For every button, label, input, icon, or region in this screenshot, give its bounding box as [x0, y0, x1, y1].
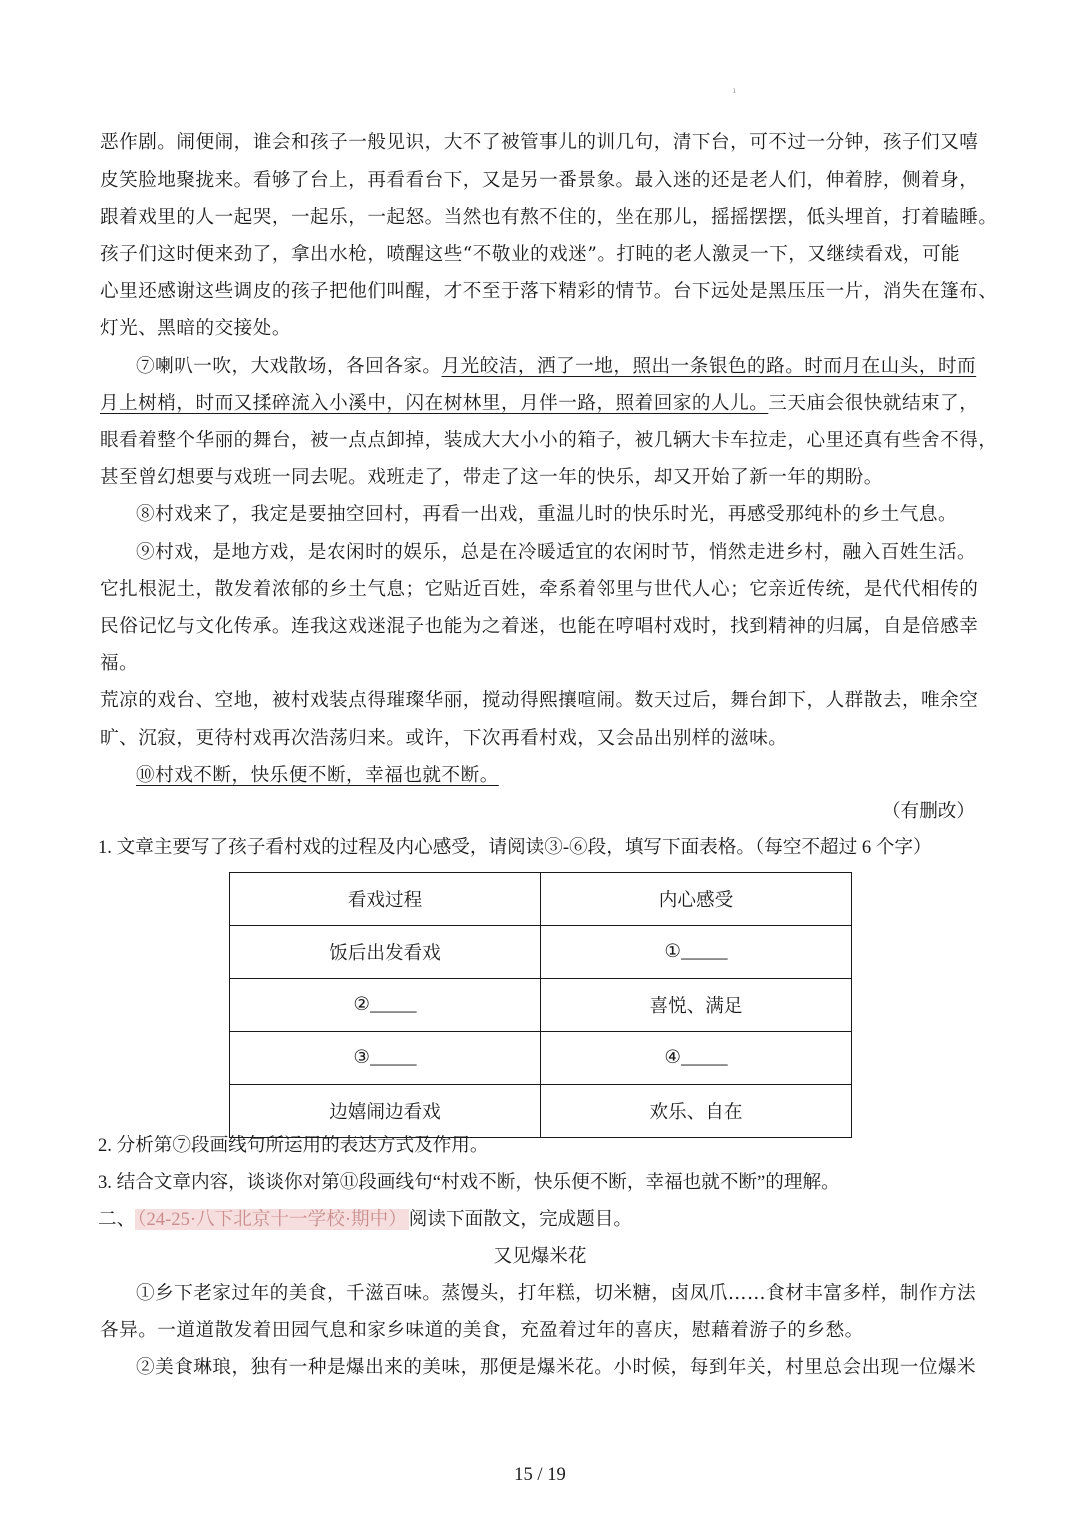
- para7-line3: 眼看着整个华丽的舞台，被一点点卸掉，装成大大小小的箱子，被几辆大卡车拉走，心里还真有些舍不得，: [100, 430, 998, 451]
- source-tag: （24-25·八下北京十一学校·期中）: [137, 1209, 407, 1230]
- para7-text: ⑦喇叭一吹，大戏散场，各回各家。: [136, 356, 442, 377]
- underlined-sentence: 月上树梢，时而又揉碎流入小溪中，闪在树林里，月伴一路，照着回家的人儿。: [100, 393, 769, 414]
- table-cell: ①_____: [541, 926, 852, 979]
- scan-mark: ı: [733, 86, 736, 95]
- question-2: 2. 分析第⑦段画线句所运用的表达方式及作用。: [98, 1135, 489, 1156]
- essay-p1-line: ①乡下老家过年的美食，千滋百味。蒸馒头，打年糕，切米糖，卤凤爪……食材丰富多样，制作方法: [136, 1283, 977, 1304]
- table-row: [230, 926, 852, 979]
- essay-p1-line: 各异。一道道散发着田园气息和家乡味道的美食，充盈着过年的喜庆，慰藉着游子的乡愁。: [100, 1320, 864, 1341]
- page-number: 15 / 19: [514, 1464, 566, 1485]
- body-line: 孩子们这时便来劲了，拿出水枪，喷醒这些“不敬业的戏迷”。打盹的老人激灵一下，又继续看戏，可能: [100, 244, 961, 265]
- table-cell: ②_____: [230, 979, 541, 1032]
- essay-title: 又见爆米花: [493, 1246, 587, 1267]
- table-header-cell: 看戏过程: [230, 873, 541, 926]
- underlined-sentence: 月光皎洁，洒了一地，照出一条银色的路。时而月在山头，时而: [441, 356, 977, 377]
- section-2-heading: [98, 1208, 632, 1232]
- para9-line: 民俗记忆与文化传承。连我这戏迷混子也能为之着迷，也能在哼唱村戏时，找到精神的归属，自是倍感幸: [100, 616, 979, 637]
- section-instruction: 阅读下面散文，完成题目。: [408, 1209, 632, 1230]
- table-cell: 欢乐、自在: [541, 1085, 852, 1138]
- para7-line2: [100, 392, 990, 416]
- table-cell: 喜悦、满足: [541, 979, 852, 1032]
- para9-line: ⑨村戏，是地方戏，是农闲时的娱乐，总是在冷暖适宜的农闲时节，悄然走进乡村，融入百姓生活。: [136, 542, 977, 563]
- section-number: 二、: [98, 1209, 136, 1230]
- body-line: 灯光、黑暗的交接处。: [100, 318, 291, 339]
- table-cell: 边嬉闹边看戏: [230, 1085, 541, 1138]
- para7-line1: [136, 355, 996, 379]
- table-row: [230, 979, 852, 1032]
- question-3: 3. 结合文章内容，谈谈你对第⑪段画线句“村戏不断，快乐便不断，幸福也就不断”的理解。: [98, 1172, 840, 1193]
- table-cell: ③_____: [230, 1032, 541, 1085]
- table-header-cell: 内心感受: [541, 873, 852, 926]
- essay-p2-line: ②美食琳琅，独有一种是爆出来的美味，那便是爆米花。小时候，每到年关，村里总会出现一位爆米: [136, 1357, 977, 1378]
- body-line: 恶作剧。闹便闹，谁会和孩子一般见识，大不了被管事儿的训几句，清下台，可不过一分钟，孩子们又嘻: [100, 132, 979, 153]
- para7-line4: 甚至曾幻想要与戏班一同去呢。戏班走了，带走了这一年的快乐，却又开始了新一年的期盼。: [100, 467, 883, 488]
- table-row: [230, 1032, 852, 1085]
- body-line: 心里还感谢这些调皮的孩子把他们叫醒，才不至于落下精彩的情节。台下远处是黑压压一片，消失在篷布、: [100, 281, 998, 302]
- question-1: 1. 文章主要写了孩子看村戏的过程及内心感受，请阅读③-⑥段，填写下面表格。（每空不超过 6 个字）: [98, 837, 932, 858]
- table-header-row: [230, 873, 852, 926]
- answer-table: [229, 872, 852, 1138]
- para10: [136, 764, 996, 788]
- para7-text: 三天庙会很快就结束了，: [768, 393, 979, 414]
- body-line: 荒凉的戏台、空地，被村戏装点得璀璨华丽，搅动得熙攘喧闹。数天过后，舞台卸下，人群散去，唯余空: [100, 690, 979, 711]
- abridged-note: （有删改）: [882, 801, 975, 822]
- table-cell: 饭后出发看戏: [230, 926, 541, 979]
- body-line: 皮笑脸地聚拢来。看够了台上，再看看台下，又是另一番景象。最入迷的还是老人们，伸着脖，侧着身，: [100, 170, 979, 191]
- underlined-sentence: ⑩村戏不断，快乐便不断，幸福也就不断。: [136, 765, 499, 786]
- body-line: 旷、沉寂，更待村戏再次浩荡归来。或许，下次再看村戏，又会品出别样的滋味。: [100, 728, 788, 749]
- table-cell: ④_____: [541, 1032, 852, 1085]
- para9-line: 福。: [100, 653, 139, 674]
- para9-line: 它扎根泥土，散发着浓郁的乡土气息；它贴近百姓，牵系着邻里与世代人心；它亲近传统，是代代相传的: [100, 579, 979, 600]
- table-row: [230, 1085, 852, 1138]
- body-line: 跟着戏里的人一起哭，一起乐，一起怒。当然也有熬不住的，坐在那儿，摇摇摆摆，低头埋首，打着瞌睡。: [100, 207, 998, 228]
- para8: ⑧村戏来了，我定是要抽空回村，再看一出戏，重温儿时的快乐时光，再感受那纯朴的乡土气息。: [136, 504, 958, 525]
